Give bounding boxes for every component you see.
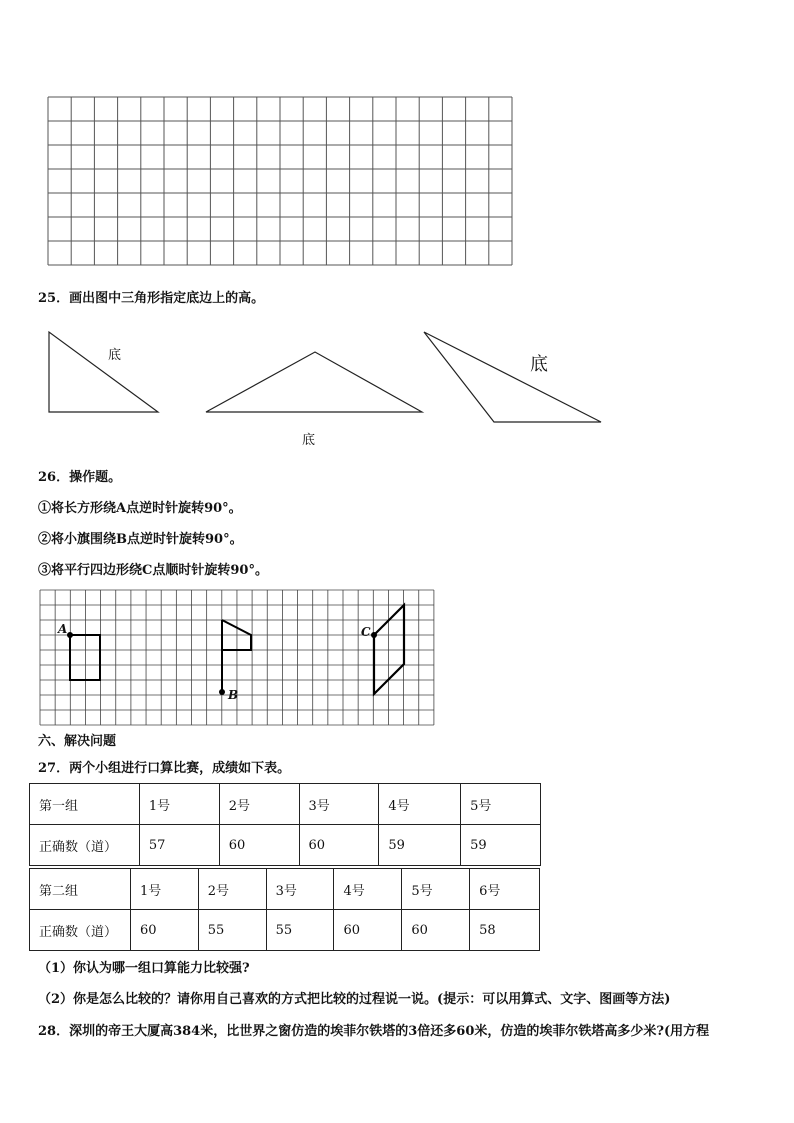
q27-sub-2: （2）你是怎么比较的？请你用自己喜欢的方式把比较的过程说一说。(提示：可以用算式、文字、图画等方法) [38, 992, 671, 1007]
table-cell: 55 [266, 910, 334, 951]
table-cell: 2号 [219, 784, 299, 825]
q25-triangles [0, 320, 794, 460]
group1-value-row [30, 825, 541, 866]
parallelogram-shape [374, 605, 404, 694]
table-cell: 第一组 [30, 784, 140, 825]
base-label-1: 底 [108, 348, 122, 363]
point-a-dot [67, 632, 73, 638]
table-cell: 6号 [470, 869, 540, 910]
point-c-label: C [361, 625, 371, 639]
table-cell: 59 [461, 825, 541, 866]
rectangle-shape [70, 635, 100, 680]
q27-title: 27．两个小组进行口算比赛，成绩如下表。 [38, 761, 291, 776]
point-b-dot [219, 689, 225, 695]
q26-item-2: ②将小旗围绕B点逆时针旋转90°。 [38, 532, 243, 547]
table-cell: 60 [402, 910, 470, 951]
table-cell: 60 [219, 825, 299, 866]
rotation-grid [0, 580, 794, 730]
table-cell: 60 [130, 910, 198, 951]
section-6-title: 六、解决问题 [38, 734, 117, 749]
table-cell: 正确数（道） [30, 825, 140, 866]
table-cell: 5号 [461, 784, 541, 825]
point-b-label: B [228, 688, 239, 702]
table-cell: 57 [139, 825, 219, 866]
table-cell: 1号 [130, 869, 198, 910]
table-cell: 5号 [402, 869, 470, 910]
table-cell: 2号 [198, 869, 266, 910]
blank-grid [0, 0, 794, 280]
table-cell: 58 [470, 910, 540, 951]
group2-value-row [30, 910, 540, 951]
table-cell: 1号 [139, 784, 219, 825]
triangle-acute-slanted [424, 332, 601, 422]
table-cell: 60 [334, 910, 402, 951]
table-cell: 4号 [334, 869, 402, 910]
q27-sub-1: （1）你认为哪一组口算能力比较强? [38, 961, 250, 976]
table-cell: 55 [198, 910, 266, 951]
point-a-label: A [58, 622, 68, 636]
table-cell: 3号 [266, 869, 334, 910]
q26-title: 26．操作题。 [38, 470, 122, 485]
table-cell: 3号 [299, 784, 379, 825]
point-c-dot [371, 632, 377, 638]
table-cell: 59 [379, 825, 461, 866]
q26-item-1: ①将长方形绕A点逆时针旋转90°。 [38, 501, 242, 516]
q25-title: 25．画出图中三角形指定底边上的高。 [38, 291, 265, 306]
group1-table [29, 783, 541, 866]
group2-header-row [30, 869, 540, 910]
q26-item-3: ③将平行四边形绕C点顺时针旋转90°。 [38, 563, 268, 578]
group1-header-row [30, 784, 541, 825]
table-cell: 60 [299, 825, 379, 866]
table-cell: 第二组 [30, 869, 131, 910]
base-label-3: 底 [530, 354, 548, 375]
triangle-right [49, 332, 158, 412]
table-cell: 正确数（道） [30, 910, 131, 951]
base-label-2: 底 [302, 433, 316, 448]
table-cell: 4号 [379, 784, 461, 825]
q28-text: 28．深圳的帝王大厦高384米，比世界之窗仿造的埃菲尔铁塔的3倍还多60米，仿造的埃菲尔铁塔高多少米?(用方程 [38, 1024, 710, 1039]
triangle-obtuse [206, 352, 422, 412]
group2-table [29, 868, 540, 951]
